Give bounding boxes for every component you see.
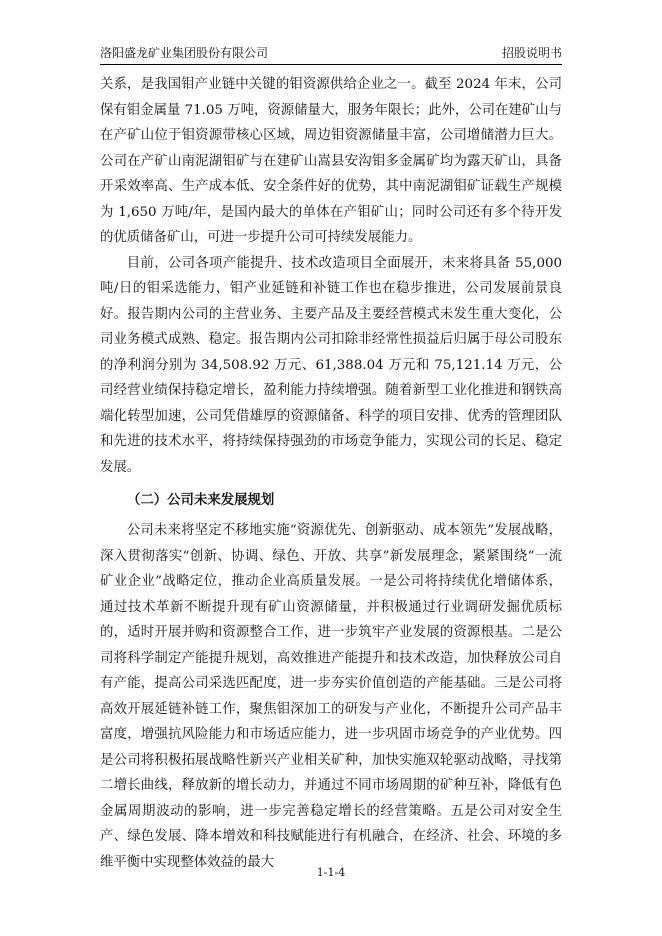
header-company-name: 洛阳盛龙矿业集团股份有限公司 <box>100 46 269 60</box>
paragraph-outlook: 目前，公司各项产能提升、技术改造项目全面展开，未来将具备 55,000 吨/日的钼采选能力，钼产业延链和补链工作也在稳步推进，公司发展前景良好。报告期内公司的主营业务、主要产品及主要经营模式未发生重大变化，公司业务模式成熟、稳定。报告期内公司扣除非经常性损益后归属于母公司股东的净利润分别为 34,508.92 万元、61,388.04 万元和 75,121.14 万元，公司经营业绩保持稳定增长，盈利能力持续增强。随着新型工业化推进和钢铁高端化转型加速，公司凭借雄厚的资源储备、科学的项目安排、优秀的管理团队和先进的技术水平，将持续保持强劲的市场竞争能力，实现公司的长足、稳定发展。 <box>100 255 562 475</box>
paragraph-development-plan: 公司未来将坚定不移地实施“资源优先、创新驱动、成本领先”发展战略，深入贯彻落实“创新、协调、绿色、开放、共享”新发展理念，紧紧围绕“一流矿业企业”战略定位，推动企业高质量发展。一是公司将持续优化增储体系，通过技术革新不断提升现有矿山资源储量，并积极通过行业调研发掘优质标的，适时开展并购和资源整合工作，进一步筑牢产业发展的资源根基。二是公司将科学制定产能提升规划，高效推进产能提升和技术改造，加快释放公司自有产能，提高公司采选匹配度，进一步夯实价值创造的产能基础。三是公司将高效开展延链补链工作，聚焦钼深加工的研发与产业化，不断提升公司产品丰富度，增强抗风险能力和市场适应能力，进一步巩固市场竞争的产业优势。四是公司将积极拓展战略性新兴产业相关矿种，加快实施双轮驱动战略，寻找第二增长曲线，释放新的增长动力，并通过不同市场周期的矿种互补，降低有色金属周期波动的影响，进一步完善稳定增长的经营策略。五是公司对安全生产、绿色发展、降本增效和科技赋能进行有机融合，在经济、社会、环境的多维平衡中实现整体效益的最大 <box>100 523 562 870</box>
page-header <box>100 44 562 65</box>
header-document-type: 招股说明书 <box>501 46 562 60</box>
paragraph-continued: 关系，是我国钼产业链中关键的钼资源供给企业之一。截至 2024 年末，公司保有钼金属量 71.05 万吨，资源储量大，服务年限长；此外，公司在建矿山与在产矿山位于钼资源带核心区域，周边钼资源储量丰富，公司增储潜力巨大。公司在产矿山南泥湖钼矿与在建矿山嵩县安沟钼多金属矿均为露天矿山，具备开采效率高、生产成本低、安全条件好的优势，其中南泥湖钼矿证载生产规模为 1,650 万吨/年，是国内最大的单体在产钼矿山；同时公司还有多个待开发的优质储备矿山，可进一步提升公司可持续发展能力。 <box>100 77 562 245</box>
page-body <box>100 72 562 875</box>
section-heading: （二）公司未来发展规划 <box>127 493 275 508</box>
page-number: 1-1-4 <box>316 866 346 879</box>
